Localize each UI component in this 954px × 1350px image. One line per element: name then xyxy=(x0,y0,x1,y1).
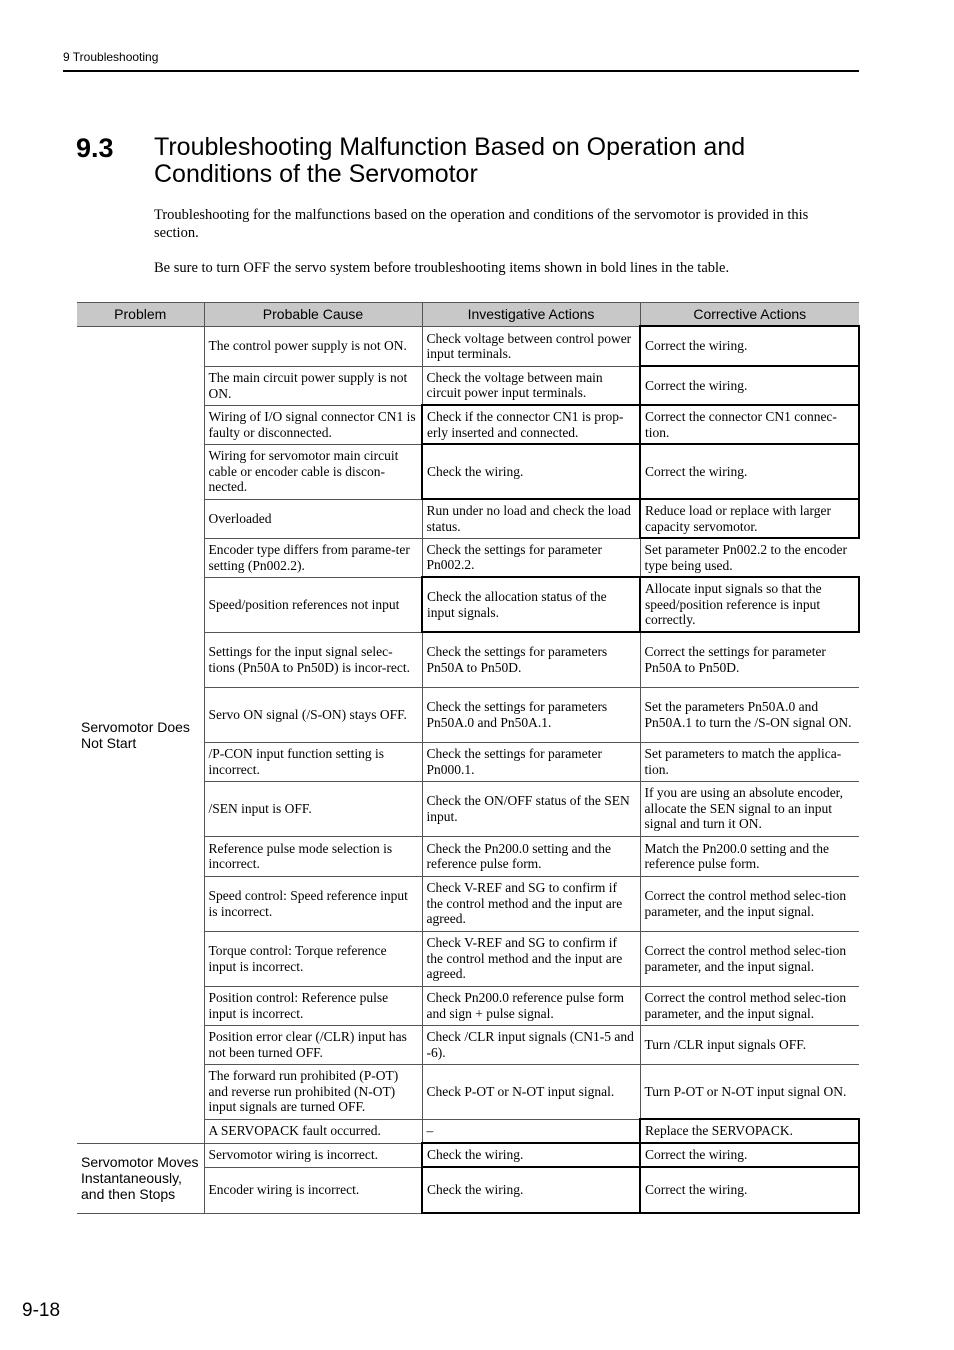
investigate-cell: Check the settings for parameter Pn002.2. xyxy=(422,538,640,577)
investigate-cell: Check /CLR input signals (CN1-5 and -6). xyxy=(422,1025,640,1064)
investigate-cell: Check the wiring. xyxy=(422,1143,640,1167)
cause-cell: Wiring for servomotor main circuit cable or encoder cable is discon-nected. xyxy=(204,444,422,499)
correct-cell: Replace the SERVOPACK. xyxy=(640,1119,859,1143)
correct-cell: Correct the wiring. xyxy=(640,366,859,405)
cause-cell: The control power supply is not ON. xyxy=(204,326,422,366)
cause-cell: Speed/position references not input xyxy=(204,577,422,632)
table-header-row xyxy=(77,303,859,327)
investigate-cell: Check voltage between control power input terminals. xyxy=(422,326,640,366)
cause-cell: The main circuit power supply is not ON. xyxy=(204,366,422,405)
investigate-cell: – xyxy=(422,1119,640,1143)
cause-cell: Torque control: Torque reference input is incorrect. xyxy=(204,931,422,986)
col-header-investigate: Investigative Actions xyxy=(422,303,640,327)
intro-paragraph: Troubleshooting for the malfunctions based on the operation and conditions of the servomotor is provided in this section. xyxy=(154,207,809,241)
investigate-cell: Check the settings for parameters Pn50A to Pn50D. xyxy=(422,632,640,687)
section-title: Troubleshooting Malfunction Based on Operation and Conditions of the Servomotor xyxy=(154,133,746,188)
cause-cell: The forward run prohibited (P-OT) and reverse run prohibited (N-OT) input signals are turned OFF. xyxy=(204,1064,422,1119)
cause-cell: /SEN input is OFF. xyxy=(204,781,422,836)
cause-cell: Wiring of I/O signal connector CN1 is faulty or disconnected. xyxy=(204,405,422,444)
correct-cell: Set the parameters Pn50A.0 and Pn50A.1 to turn the /S-ON signal ON. xyxy=(640,687,859,742)
troubleshooting-table xyxy=(77,302,860,1214)
cause-cell: Servo ON signal (/S-ON) stays OFF. xyxy=(204,687,422,742)
cause-cell: Reference pulse mode selection is incorrect. xyxy=(204,836,422,876)
investigate-cell: Check V-REF and SG to confirm if the control method and the input are agreed. xyxy=(422,931,640,986)
cause-cell: Encoder wiring is incorrect. xyxy=(204,1167,422,1213)
correct-cell: Correct the wiring. xyxy=(640,444,859,499)
table-row xyxy=(77,1143,859,1167)
investigate-cell: Check the settings for parameter Pn000.1. xyxy=(422,742,640,781)
correct-cell: Turn P-OT or N-OT input signal ON. xyxy=(640,1064,859,1119)
page-number: 9-18 xyxy=(22,1300,61,1321)
correct-cell: Reduce load or replace with larger capacity servomotor. xyxy=(640,499,859,538)
cause-cell: Position control: Reference pulse input is incorrect. xyxy=(204,986,422,1025)
investigate-cell: Check the wiring. xyxy=(422,1167,640,1213)
investigate-cell: Check the ON/OFF status of the SEN input. xyxy=(422,781,640,836)
section-number: 9.3 xyxy=(76,133,114,163)
investigate-cell: Check P-OT or N-OT input signal. xyxy=(422,1064,640,1119)
col-header-problem: Problem xyxy=(77,303,204,327)
correct-cell: Correct the wiring. xyxy=(640,326,859,366)
correct-cell: Allocate input signals so that the speed/position reference is input correctly. xyxy=(640,577,859,632)
correct-cell: Correct the settings for parameter Pn50A to Pn50D. xyxy=(640,632,859,687)
investigate-cell: Check the settings for parameters Pn50A.0 and Pn50A.1. xyxy=(422,687,640,742)
cause-cell: Position error clear (/CLR) input has not been turned OFF. xyxy=(204,1025,422,1064)
correct-cell: If you are using an absolute encoder, allocate the SEN signal to an input signal and turn it ON. xyxy=(640,781,859,836)
investigate-cell: Check V-REF and SG to confirm if the control method and the input are agreed. xyxy=(422,876,640,931)
col-header-correct: Corrective Actions xyxy=(640,303,859,327)
header-rule xyxy=(63,70,859,72)
cause-cell: Settings for the input signal selec-tions (Pn50A to Pn50D) is incor-rect. xyxy=(204,632,422,687)
correct-cell: Correct the control method selec-tion parameter, and the input signal. xyxy=(640,876,859,931)
investigate-cell: Check the wiring. xyxy=(422,444,640,499)
cause-cell: Speed control: Speed reference input is incorrect. xyxy=(204,876,422,931)
note-paragraph: Be sure to turn OFF the servo system before troubleshooting items shown in bold lines in the table. xyxy=(154,260,730,276)
cause-cell: /P-CON input function setting is incorrect. xyxy=(204,742,422,781)
correct-cell: Correct the wiring. xyxy=(640,1143,859,1167)
investigate-cell: Check Pn200.0 reference pulse form and sign + pulse signal. xyxy=(422,986,640,1025)
correct-cell: Correct the control method selec-tion parameter, and the input signal. xyxy=(640,931,859,986)
correct-cell: Turn /CLR input signals OFF. xyxy=(640,1025,859,1064)
cause-cell: Servomotor wiring is incorrect. xyxy=(204,1143,422,1167)
investigate-cell: Check the allocation status of the input signals. xyxy=(422,577,640,632)
investigate-cell: Run under no load and check the load status. xyxy=(422,499,640,538)
problem-cell: Servomotor Moves Instantaneously, and then Stops xyxy=(77,1143,204,1213)
correct-cell: Correct the wiring. xyxy=(640,1167,859,1213)
cause-cell: Overloaded xyxy=(204,499,422,538)
correct-cell: Correct the connector CN1 connec-tion. xyxy=(640,405,859,444)
cause-cell: Encoder type differs from parame-ter setting (Pn002.2). xyxy=(204,538,422,577)
investigate-cell: Check if the connector CN1 is prop-erly inserted and connected. xyxy=(422,405,640,444)
correct-cell: Set parameter Pn002.2 to the encoder type being used. xyxy=(640,538,859,577)
correct-cell: Set parameters to match the applica-tion. xyxy=(640,742,859,781)
investigate-cell: Check the voltage between main circuit power input terminals. xyxy=(422,366,640,405)
table-row xyxy=(77,326,859,366)
correct-cell: Match the Pn200.0 setting and the reference pulse form. xyxy=(640,836,859,876)
cause-cell: A SERVOPACK fault occurred. xyxy=(204,1119,422,1143)
col-header-cause: Probable Cause xyxy=(204,303,422,327)
correct-cell: Correct the control method selec-tion parameter, and the input signal. xyxy=(640,986,859,1025)
running-head: 9 Troubleshooting xyxy=(63,50,159,64)
investigate-cell: Check the Pn200.0 setting and the reference pulse form. xyxy=(422,836,640,876)
problem-cell: Servomotor Does Not Start xyxy=(77,326,204,1143)
